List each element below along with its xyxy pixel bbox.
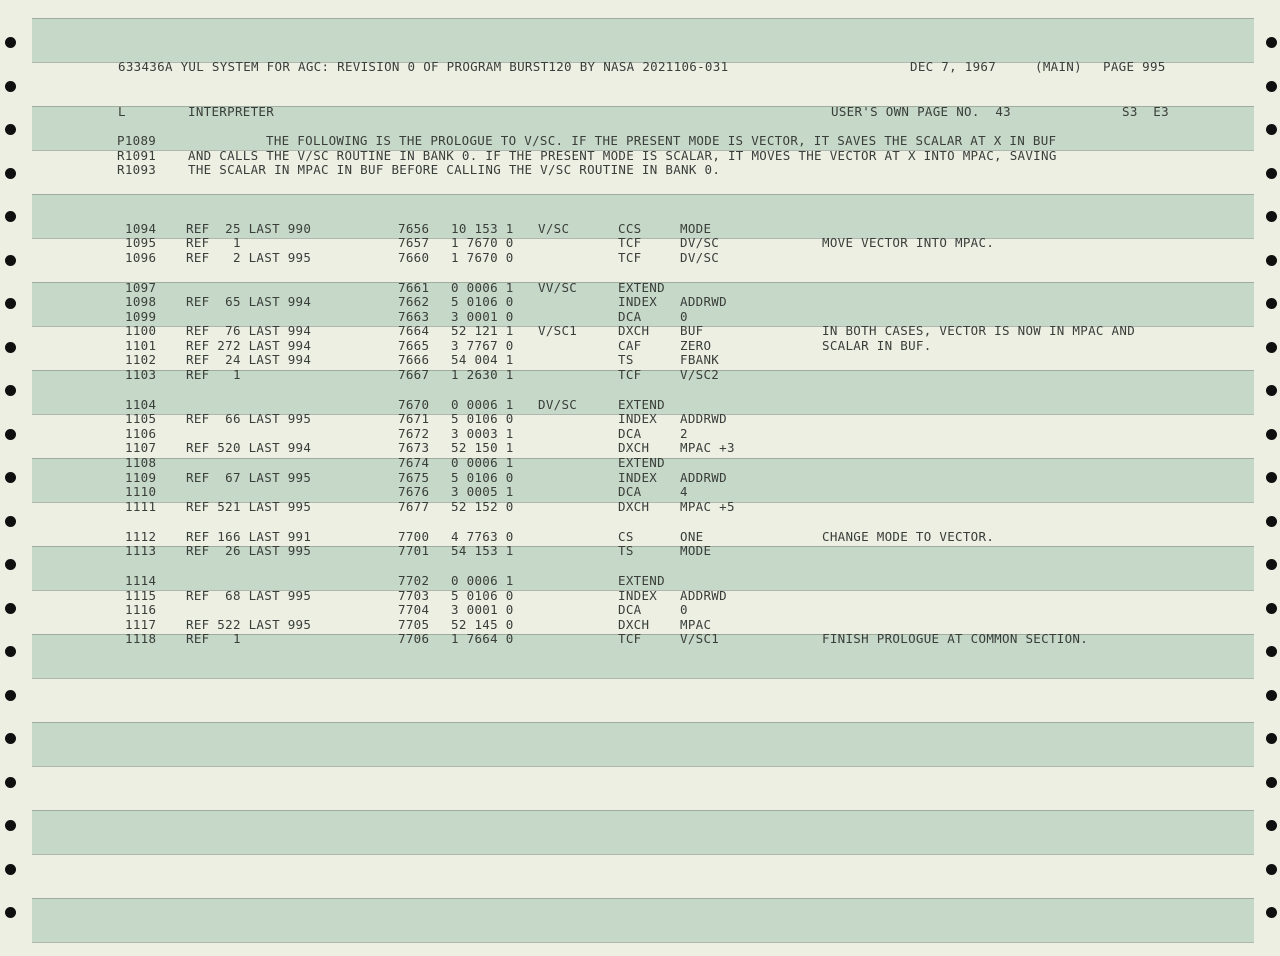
address: 7701 — [398, 543, 430, 558]
octal-word: 0 0006 1 — [451, 280, 514, 295]
label: DV/SC — [538, 397, 578, 412]
comment: SCALAR IN BUF. — [822, 338, 932, 353]
opcode: INDEX — [618, 470, 658, 485]
feed-hole — [5, 559, 16, 570]
feed-hole — [5, 907, 16, 918]
address: 7670 — [398, 397, 430, 412]
operand: 4 — [680, 484, 688, 499]
ref-info: REF 2 LAST 995 — [186, 250, 312, 265]
operand: MPAC +5 — [680, 499, 735, 514]
prologue-line-text: THE FOLLOWING IS THE PROLOGUE TO V/SC. IF THE PRESENT MODE IS VECTOR, IT SAVES THE SCALAR AT X IN BUF — [266, 133, 1057, 148]
operand: 0 — [680, 602, 688, 617]
line-number: 1104 — [125, 397, 157, 412]
comment: MOVE VECTOR INTO MPAC. — [822, 235, 995, 250]
address: 7666 — [398, 352, 430, 367]
octal-word: 1 7670 0 — [451, 250, 514, 265]
feed-hole — [5, 342, 16, 353]
octal-word: 5 0106 0 — [451, 294, 514, 309]
feed-hole — [1266, 429, 1277, 440]
octal-word: 52 121 1 — [451, 323, 514, 338]
operand: V/SC1 — [680, 631, 720, 646]
octal-word: 54 153 1 — [451, 543, 514, 558]
feed-hole — [1266, 342, 1277, 353]
operand: BUF — [680, 323, 704, 338]
line-number: 1094 — [125, 221, 157, 236]
operand: V/SC2 — [680, 367, 720, 382]
octal-word: 0 0006 1 — [451, 573, 514, 588]
line-number: 1101 — [125, 338, 157, 353]
line-number: 1113 — [125, 543, 157, 558]
ref-info: REF 65 LAST 994 — [186, 294, 312, 309]
octal-word: 52 152 0 — [451, 499, 514, 514]
line-number: 1099 — [125, 309, 157, 324]
operand: ADDRWD — [680, 294, 727, 309]
feed-hole — [1266, 559, 1277, 570]
feed-hole — [5, 516, 16, 527]
octal-word: 0 0006 1 — [451, 455, 514, 470]
operand: MPAC +3 — [680, 440, 735, 455]
opcode: EXTEND — [618, 573, 665, 588]
octal-word: 0 0006 1 — [451, 397, 514, 412]
octal-word: 4 7763 0 — [451, 529, 514, 544]
address: 7656 — [398, 221, 430, 236]
operand: ZERO — [680, 338, 712, 353]
listing-title: 633436A YUL SYSTEM FOR AGC: REVISION 0 OF PROGRAM BURST120 BY NASA 2021106-031 — [118, 59, 729, 74]
listing-section: (MAIN) — [1035, 59, 1082, 74]
ref-info: REF 1 — [186, 235, 241, 250]
line-number: 1103 — [125, 367, 157, 382]
opcode: INDEX — [618, 411, 658, 426]
opcode: CS — [618, 529, 634, 544]
band-rule — [32, 194, 1254, 195]
line-number: 1114 — [125, 573, 157, 588]
ref-info: REF 66 LAST 995 — [186, 411, 312, 426]
feed-hole — [1266, 124, 1277, 135]
greenbar-band — [32, 18, 1254, 62]
feed-hole — [1266, 37, 1277, 48]
octal-word: 3 0001 0 — [451, 602, 514, 617]
address: 7706 — [398, 631, 430, 646]
line-number: 1115 — [125, 588, 157, 603]
feed-hole — [1266, 168, 1277, 179]
comment: FINISH PROLOGUE AT COMMON SECTION. — [822, 631, 1089, 646]
octal-word: 5 0106 0 — [451, 411, 514, 426]
feed-hole — [1266, 211, 1277, 222]
ref-info: REF 1 — [186, 367, 241, 382]
feed-hole — [5, 298, 16, 309]
feed-hole — [1266, 907, 1277, 918]
opcode: TS — [618, 543, 634, 558]
octal-word: 3 0003 1 — [451, 426, 514, 441]
line-number: 1116 — [125, 602, 157, 617]
band-rule — [32, 810, 1254, 811]
octal-word: 10 153 1 — [451, 221, 514, 236]
opcode: DCA — [618, 309, 642, 324]
opcode: TCF — [618, 631, 642, 646]
feed-hole — [5, 37, 16, 48]
octal-word: 3 7767 0 — [451, 338, 514, 353]
feed-hole — [1266, 690, 1277, 701]
operand: ADDRWD — [680, 588, 727, 603]
band-rule — [32, 854, 1254, 855]
listing-date: DEC 7, 1967 — [910, 59, 997, 74]
ref-info: REF 68 LAST 995 — [186, 588, 312, 603]
operand: 0 — [680, 309, 688, 324]
prologue-line-text: THE SCALAR IN MPAC IN BUF BEFORE CALLING THE V/SC ROUTINE IN BANK 0. — [188, 162, 721, 177]
opcode: TCF — [618, 235, 642, 250]
users-page-number: USER'S OWN PAGE NO. 43 — [831, 104, 1011, 119]
opcode: EXTEND — [618, 397, 665, 412]
line-number: 1110 — [125, 484, 157, 499]
comment: IN BOTH CASES, VECTOR IS NOW IN MPAC AND — [822, 323, 1136, 338]
band-rule — [32, 722, 1254, 723]
octal-word: 52 150 1 — [451, 440, 514, 455]
feed-hole — [5, 385, 16, 396]
prologue-line-id: R1091 — [117, 147, 157, 163]
line-number: 1102 — [125, 352, 157, 367]
address: 7671 — [398, 411, 430, 426]
octal-word: 3 0005 1 — [451, 484, 514, 499]
line-number: 1108 — [125, 455, 157, 470]
opcode: DCA — [618, 602, 642, 617]
line-number: 1106 — [125, 426, 157, 441]
octal-word: 5 0106 0 — [451, 470, 514, 485]
operand: 2 — [680, 426, 688, 441]
address: 7704 — [398, 602, 430, 617]
octal-word: 1 7670 0 — [451, 235, 514, 250]
address: 7705 — [398, 617, 430, 632]
opcode: DXCH — [618, 617, 650, 632]
opcode: TCF — [618, 367, 642, 382]
page-number: PAGE 995 — [1103, 59, 1166, 74]
line-number: 1105 — [125, 411, 157, 426]
ref-info: REF 520 LAST 994 — [186, 440, 312, 455]
feed-hole — [1266, 603, 1277, 614]
opcode: DCA — [618, 426, 642, 441]
address: 7660 — [398, 250, 430, 265]
feed-hole — [1266, 255, 1277, 266]
feed-hole — [5, 255, 16, 266]
feed-hole — [5, 690, 16, 701]
feed-hole — [5, 168, 16, 179]
feed-hole — [1266, 777, 1277, 788]
octal-word: 3 0001 0 — [451, 309, 514, 324]
opcode: CCS — [618, 221, 642, 236]
opcode: DXCH — [618, 440, 650, 455]
ref-info: REF 521 LAST 995 — [186, 499, 312, 514]
address: 7677 — [398, 499, 430, 514]
greenbar-band — [32, 722, 1254, 766]
operand: MPAC — [680, 617, 712, 632]
octal-word: 54 004 1 — [451, 352, 514, 367]
band-rule — [32, 678, 1254, 679]
operand: MODE — [680, 221, 712, 236]
label: V/SC1 — [538, 323, 578, 338]
opcode: DXCH — [618, 323, 650, 338]
address: 7661 — [398, 280, 430, 295]
address: 7657 — [398, 235, 430, 250]
address: 7673 — [398, 440, 430, 455]
feed-hole — [5, 777, 16, 788]
prologue-line-id: P1089 — [117, 133, 157, 148]
label: VV/SC — [538, 280, 578, 295]
ref-info: REF 1 — [186, 631, 241, 646]
feed-hole — [1266, 81, 1277, 92]
line-number: 1095 — [125, 235, 157, 250]
greenbar-band — [32, 898, 1254, 942]
comment: CHANGE MODE TO VECTOR. — [822, 529, 995, 544]
feed-hole — [1266, 385, 1277, 396]
ref-info: REF 24 LAST 994 — [186, 352, 312, 367]
address: 7676 — [398, 484, 430, 499]
line-number: 1098 — [125, 294, 157, 309]
address: 7662 — [398, 294, 430, 309]
line-number: 1097 — [125, 280, 157, 295]
operand: DV/SC — [680, 235, 720, 250]
address: 7700 — [398, 529, 430, 544]
operand: ADDRWD — [680, 470, 727, 485]
feed-hole — [5, 820, 16, 831]
log-mark: L — [118, 104, 126, 119]
feed-hole — [1266, 864, 1277, 875]
operand: MODE — [680, 543, 712, 558]
opcode: DCA — [618, 484, 642, 499]
opcode: EXTEND — [618, 280, 665, 295]
band-rule — [32, 898, 1254, 899]
opcode: INDEX — [618, 588, 658, 603]
opcode: TS — [618, 352, 634, 367]
feed-hole — [1266, 472, 1277, 483]
operand: ADDRWD — [680, 411, 727, 426]
ref-info: REF 67 LAST 995 — [186, 470, 312, 485]
operand: DV/SC — [680, 250, 720, 265]
line-number: 1109 — [125, 470, 157, 485]
feed-hole — [1266, 646, 1277, 657]
address: 7667 — [398, 367, 430, 382]
feed-hole — [5, 211, 16, 222]
octal-word: 52 145 0 — [451, 617, 514, 632]
operand: ONE — [680, 529, 704, 544]
address: 7703 — [398, 588, 430, 603]
ref-info: REF 522 LAST 995 — [186, 617, 312, 632]
feed-hole — [1266, 820, 1277, 831]
opcode: EXTEND — [618, 455, 665, 470]
feed-hole — [1266, 298, 1277, 309]
address: 7664 — [398, 323, 430, 338]
ref-info: REF 26 LAST 995 — [186, 543, 312, 558]
octal-word: 1 7664 0 — [451, 631, 514, 646]
line-number: 1118 — [125, 631, 157, 646]
feed-hole — [1266, 733, 1277, 744]
feed-hole — [5, 733, 16, 744]
ref-info: REF 76 LAST 994 — [186, 323, 312, 338]
operand: FBANK — [680, 352, 720, 367]
feed-hole — [5, 124, 16, 135]
feed-hole — [5, 603, 16, 614]
address: 7675 — [398, 470, 430, 485]
line-number: 1107 — [125, 440, 157, 455]
line-number: 1100 — [125, 323, 157, 338]
bank-codes: S3 E3 — [1122, 104, 1169, 119]
feed-hole — [5, 429, 16, 440]
opcode: INDEX — [618, 294, 658, 309]
band-rule — [32, 942, 1254, 943]
opcode: TCF — [618, 250, 642, 265]
feed-hole — [5, 646, 16, 657]
log-section-name: INTERPRETER — [188, 104, 275, 119]
octal-word: 1 2630 1 — [451, 367, 514, 382]
octal-word: 5 0106 0 — [451, 588, 514, 603]
opcode: DXCH — [618, 499, 650, 514]
line-number: 1111 — [125, 499, 157, 514]
label: V/SC — [538, 221, 570, 236]
greenbar-band — [32, 810, 1254, 854]
address: 7672 — [398, 426, 430, 441]
band-rule — [32, 18, 1254, 19]
feed-hole — [5, 472, 16, 483]
line-number: 1096 — [125, 250, 157, 265]
prologue-line-text: AND CALLS THE V/SC ROUTINE IN BANK 0. IF THE PRESENT MODE IS SCALAR, IT MOVES THE VECTOR AT X INTO MPAC, SAVING — [188, 147, 1057, 163]
address: 7702 — [398, 573, 430, 588]
opcode: CAF — [618, 338, 642, 353]
feed-hole — [1266, 516, 1277, 527]
address: 7674 — [398, 455, 430, 470]
feed-hole — [5, 864, 16, 875]
ref-info: REF 25 LAST 990 — [186, 221, 312, 236]
feed-hole — [5, 81, 16, 92]
ref-info: REF 272 LAST 994 — [186, 338, 312, 353]
band-rule — [32, 766, 1254, 767]
address: 7665 — [398, 338, 430, 353]
line-number: 1117 — [125, 617, 157, 632]
prologue-line-id: R1093 — [117, 162, 157, 177]
address: 7663 — [398, 309, 430, 324]
line-number: 1112 — [125, 529, 157, 544]
ref-info: REF 166 LAST 991 — [186, 529, 312, 544]
